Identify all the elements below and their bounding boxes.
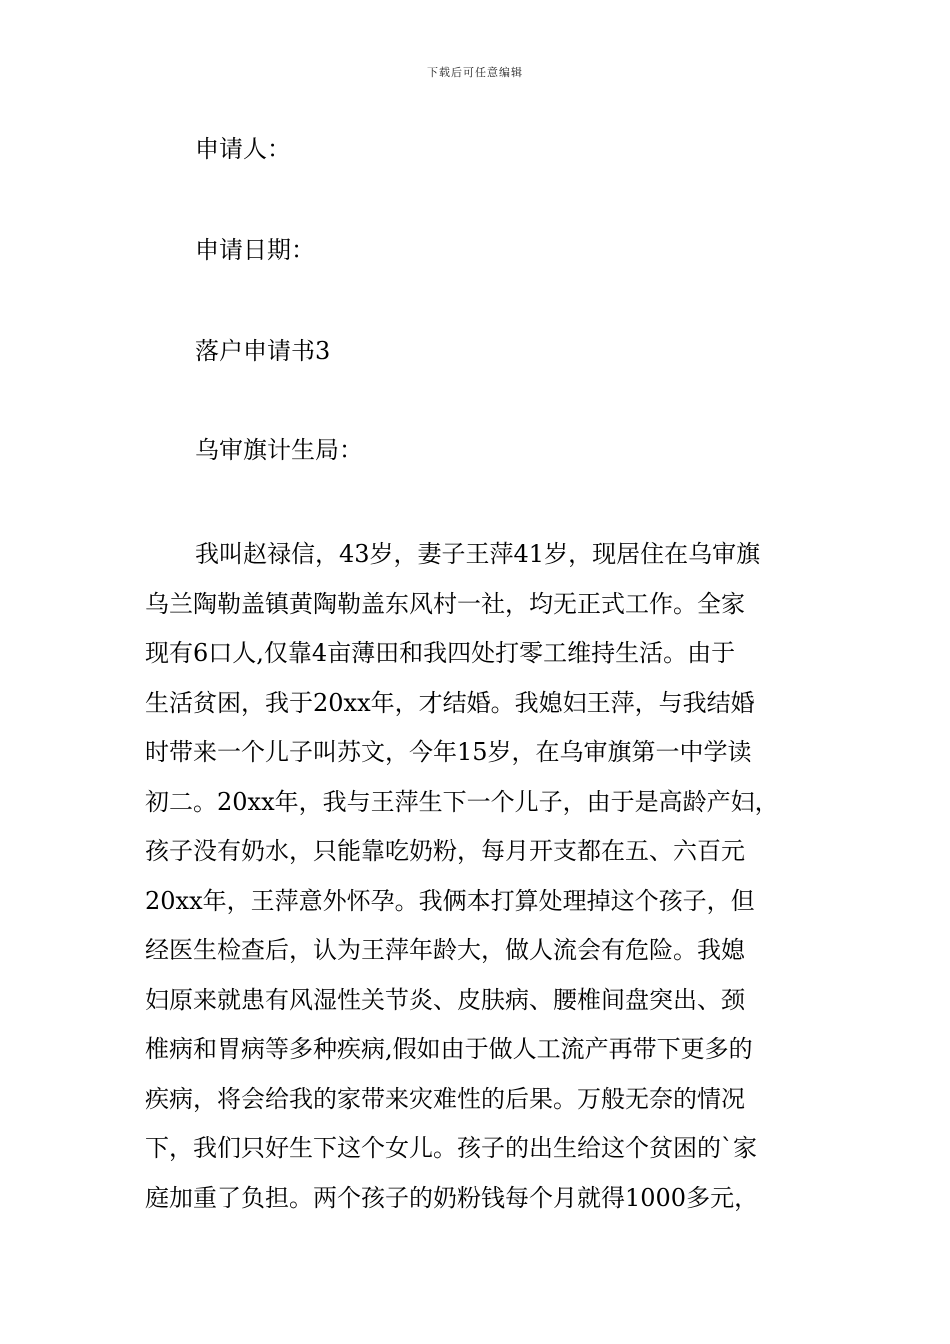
body-line: 下，我们只好生下这个女儿。孩子的出生给这个贫困的`家 [145,1134,757,1162]
application-date-label: 申请日期： [195,236,315,264]
document-title: 落户申请书3 [195,337,331,365]
page-header: 下载后可任意编辑 [427,66,523,79]
body-line: 生活贫困，我于20xx年，才结婚。我媳妇王萍，与我结婚 [145,688,755,717]
body-line: 我叫赵禄信，43岁，妻子王萍41岁，现居住在乌审旗 [195,540,761,568]
body-line: 经医生检查后，认为王萍年龄大，做人流会有危险。我媳 [145,936,745,964]
applicant-label: 申请人： [195,135,291,163]
body-line: 疾病，将会给我的家带来灾难性的后果。万般无奈的情况 [145,1084,745,1113]
body-line: 时带来一个儿子叫苏文，今年15岁，在乌审旗第一中学读 [145,738,752,766]
body-line: 初二。20xx年，我与王萍生下一个儿子，由于是高龄产妇， [145,787,779,816]
body-line: 现有6口人,仅靠4亩薄田和我四处打零工维持生活。由于 [145,639,736,667]
body-line: 孩子没有奶水，只能靠吃奶粉，每月开支都在五、六百元 [145,837,745,865]
body-line: 庭加重了负担。两个孩子的奶粉钱每个月就得1000多元， [145,1183,759,1212]
letter-body [145,530,810,1223]
addressee: 乌审旗计生局： [195,436,363,464]
body-line: 20xx年，王萍意外怀孕。我俩本打算处理掉这个孩子，但 [145,886,755,915]
body-line: 乌兰陶勒盖镇黄陶勒盖东风村一社，均无正式工作。全家 [145,589,745,618]
body-line: 妇原来就患有风湿性关节炎、皮肤病、腰椎间盘突出、颈 [145,985,745,1014]
body-line: 椎病和胃病等多种疾病,假如由于做人工流产再带下更多的 [145,1035,753,1063]
